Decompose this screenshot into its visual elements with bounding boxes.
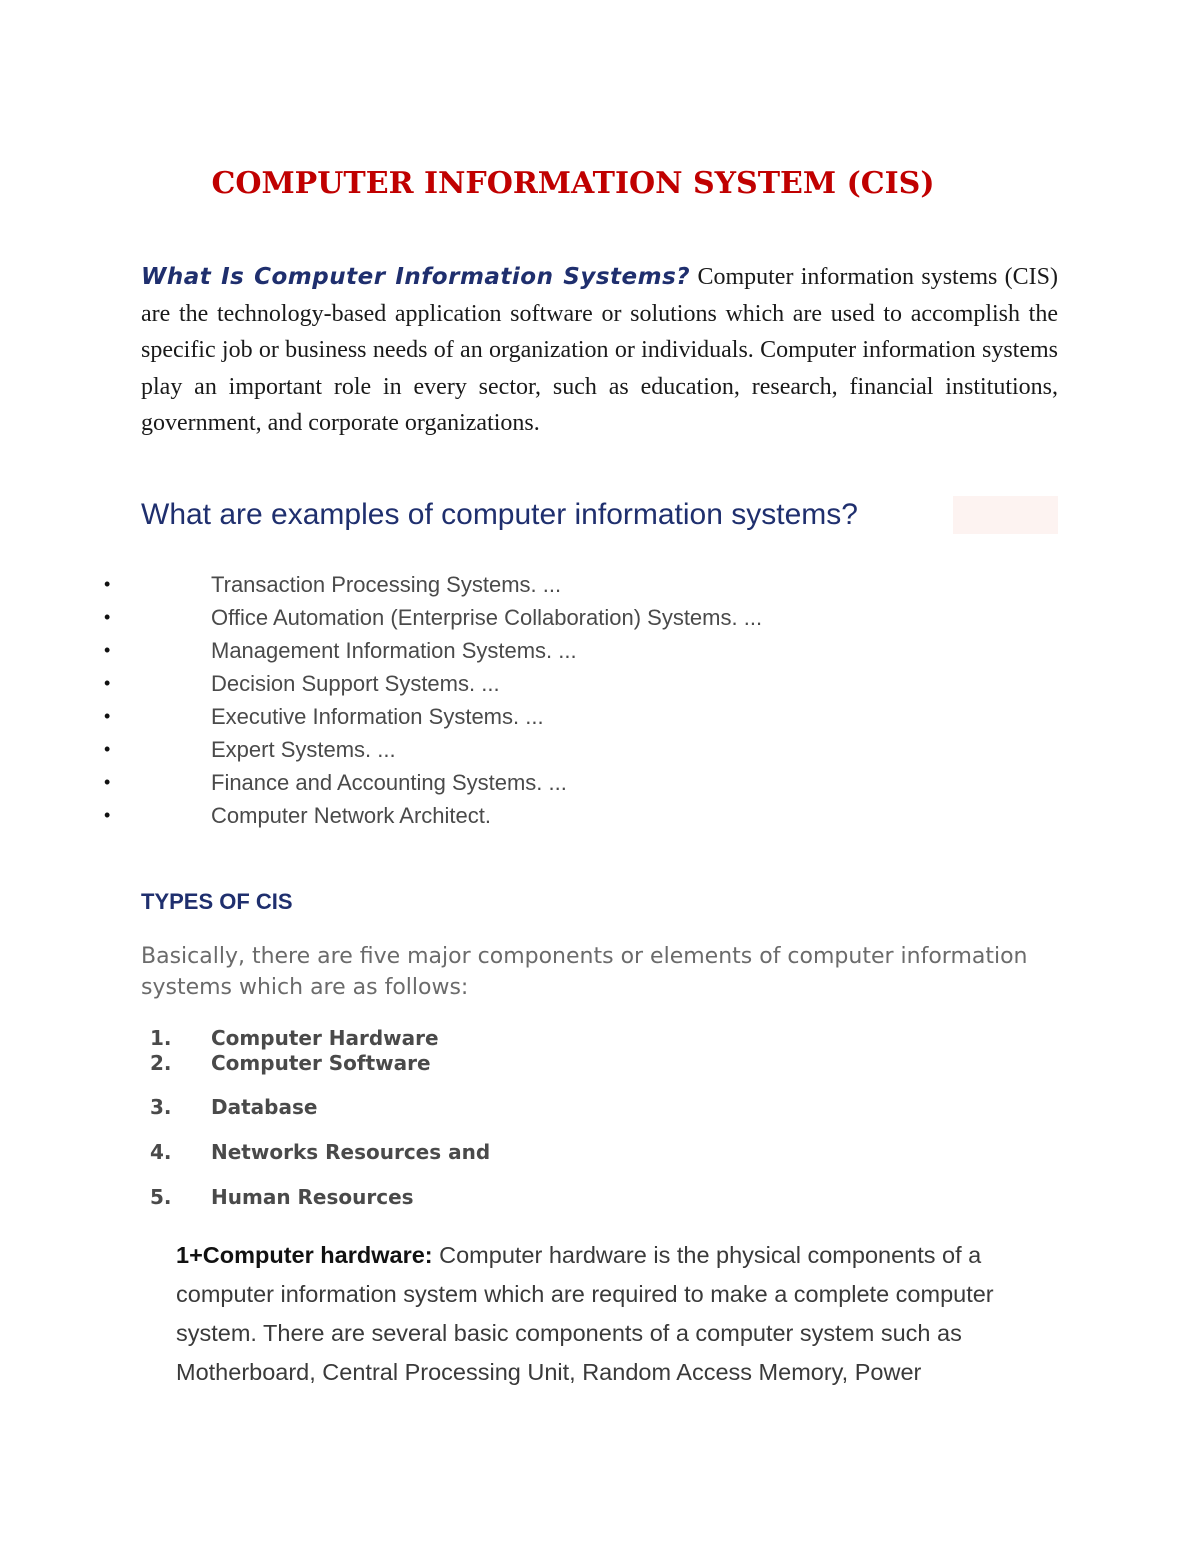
bullet-icon: • xyxy=(104,673,111,693)
bullet-icon: • xyxy=(104,607,111,627)
bullet-icon: • xyxy=(104,739,111,759)
heading-highlight xyxy=(953,496,1058,534)
examples-heading-text: What are examples of computer information systems? xyxy=(141,498,858,531)
bullet-icon: • xyxy=(104,805,111,825)
intro-paragraph xyxy=(141,259,1058,442)
bullet-icon: • xyxy=(104,706,111,726)
hardware-lead: 1+Computer hardware: xyxy=(176,1242,433,1268)
examples-heading xyxy=(141,496,1058,534)
bullet-icon: • xyxy=(104,640,111,660)
hardware-paragraph xyxy=(176,1236,1066,1392)
document-title: COMPUTER INFORMATION SYSTEM (CIS) xyxy=(211,166,935,201)
hardware-body: Computer hardware is the physical components of a computer information system which are required to make a complete computer system. There are several basic components of a computer system such as Motherboard, Central Processing Unit, Random Access Memory, Power xyxy=(176,1242,994,1385)
document-page: COMPUTER INFORMATION SYSTEM (CIS) What Is Computer Information Systems? Computer information systems (CIS) are the technology-based application software or solutions which are used to accomplish the specific job or business needs of an organization or individuals. Computer information systems play an important role in every sector, such as education, research, financial institutions, government, and corporate organizations. What are examples of computer information systems? • Transaction Processing Systems. ... • Office Automation (Enterprise Collaboration) Systems. ... • Management Information Systems. ... • Decision Support Systems. ... • Executive Information Systems. ... • Expert Systems. ... • Finance and Accounting Systems. ... • Computer Network Architect. TYPES OF CIS Basically, there are five major components or elements of computer information systems which are as follows: 1. Computer Hardware 2. Computer Software 3. Database 4. Networks Resources and 5. Human Resources 1+Computer hardware: Computer hardware is the physical components of a computer information system which are required to make a complete computer system. There are several basic components of a computer system such as Motherboard, Central Processing Unit, Random Access Memory, Power xyxy=(0,0,1200,1553)
types-intro: Basically, there are five major components or elements of computer information systems which are as follows: xyxy=(141,944,1028,1000)
types-heading: TYPES OF CIS xyxy=(141,889,293,914)
bullet-icon: • xyxy=(104,574,111,594)
intro-lead: What Is Computer Information Systems? xyxy=(141,264,691,290)
bullet-icon: • xyxy=(104,772,111,792)
intro-body: Computer information systems (CIS) are the technology-based application software or solutions which are used to accomplish the specific job or business needs of an organization or individuals. Computer information systems play an important role in every sector, such as education, research, financial institutions, government, and corporate organizations. xyxy=(141,264,1059,437)
